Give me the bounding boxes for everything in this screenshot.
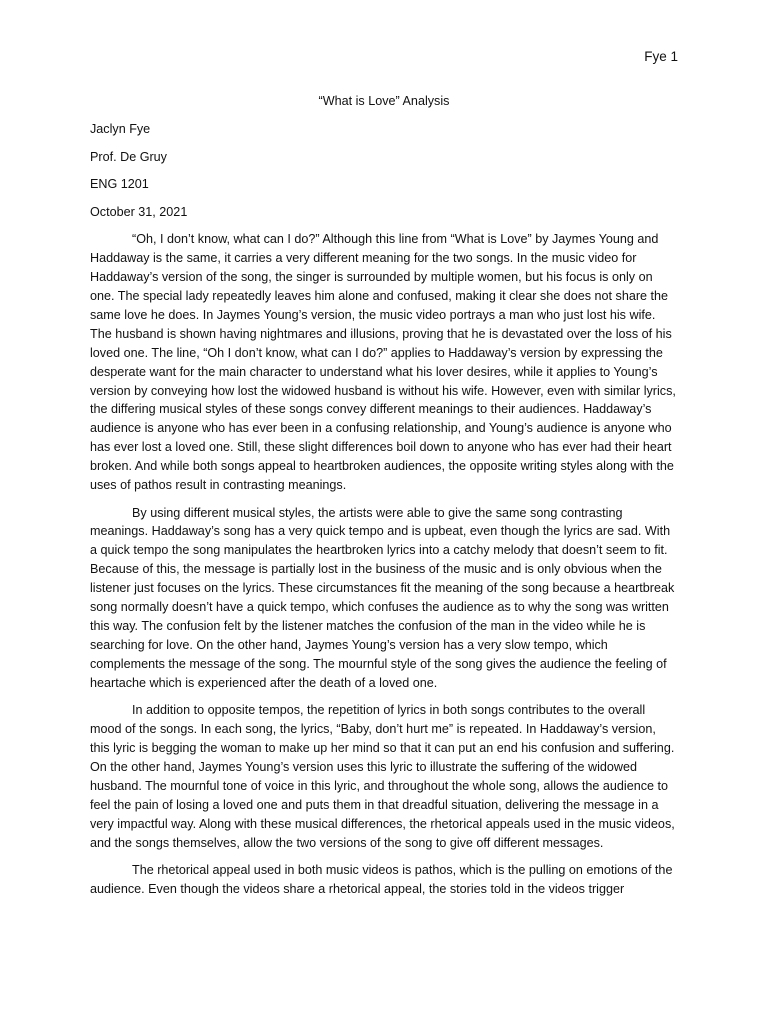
paragraph-repetition: In addition to opposite tempos, the repetition of lyrics in both songs contributes to the overall mood of the songs. In each song, the lyrics, “Baby, don’t hurt me” is repeated. In Haddaway’s version, this lyric is begging the woman to make up her mind so that it can put an end his confusion and suffering. On the other hand, Jaymes Young’s version uses this lyric to illustrate the suffering of the widowed husband. The mournful tone of voice in this lyric, and throughout the whole song, allows the audience to feel the pain of losing a loved one and puts them in that dreadful situation, delivering the message in a very impactful way. Along with these musical differences, the rhetorical appeals used in the music videos, and the songs themselves, allow the two versions of the song to give off different messages.: [90, 703, 675, 850]
essay-body: [90, 92, 678, 907]
paragraph-musical-styles: By using different musical styles, the artists were able to give the same song contrasting meanings. Haddaway’s song has a very quick tempo and is upbeat, even though the lyrics are sad. With a quick tempo the song manipulates the heartbroken lyrics into a catchy melody that doesn’t seem to fit. Because of this, the message is partially lost in the business of the music and is only obvious when the listener just focuses on the lyrics. These circumstances fit the meaning of the song because a heartbreak song normally doesn’t have a quick tempo, which confuses the audience as to why the song was written this way. The confusion felt by the listener matches the confusion of the man in the video while he is searching for love. On the other hand, Jaymes Young’s version has a very slow tempo, which complements the message of the song. The mournful style of the song gives the audience the feeling of heartache which is experienced after the death of a loved one.: [90, 505, 675, 690]
course-code: ENG 1201: [90, 177, 149, 192]
paragraph-rhetorical-appeal: The rhetorical appeal used in both music videos is pathos, which is the pulling on emotions of the audience. Even though the videos share a rhetorical appeal, the stories told in the videos trigger: [90, 863, 673, 896]
instructor-name: Prof. De Gruy: [90, 149, 167, 164]
essay-title: “What is Love” Analysis: [318, 94, 450, 108]
essay-date: October 31, 2021: [90, 204, 188, 219]
author-name: Jaclyn Fye: [90, 121, 151, 136]
paragraph-intro: “Oh, I don’t know, what can I do?” Although this line from “What is Love” by Jaymes Young and Haddaway is the same, it carries a very different meaning for the two songs. In the music video for Haddaway’s version of the song, the singer is surrounded by multiple women, but his focus is only on one. The special lady repeatedly leaves him alone and confused, making it clear she does not share the same love he does. In Jaymes Young’s version, the music video portrays a man who just lost his wife. The husband is shown having nightmares and illusions, proving that he is devastated over the loss of his loved one. The line, “Oh I don’t know, what can I do?” applies to Haddaway’s version by expressing the desperate want for the main character to understand what his lover desires, while it applies to Young’s version by conveying how lost the widowed husband is without his wife. However, even with similar lyrics, the differing musical styles of these songs convey different meanings to their audiences. Haddaway’s audience is anyone who has ever been in a confusing relationship, and Young’s audience is anyone who has ever lost a loved one. Still, these slight differences boil down to anyone who has ever had their heart broken. And while both songs appeal to heartbroken audiences, the opposite writing styles along with the uses of pathos result in contrasting meanings.: [90, 232, 676, 493]
page-number-header: Fye 1: [644, 49, 678, 64]
